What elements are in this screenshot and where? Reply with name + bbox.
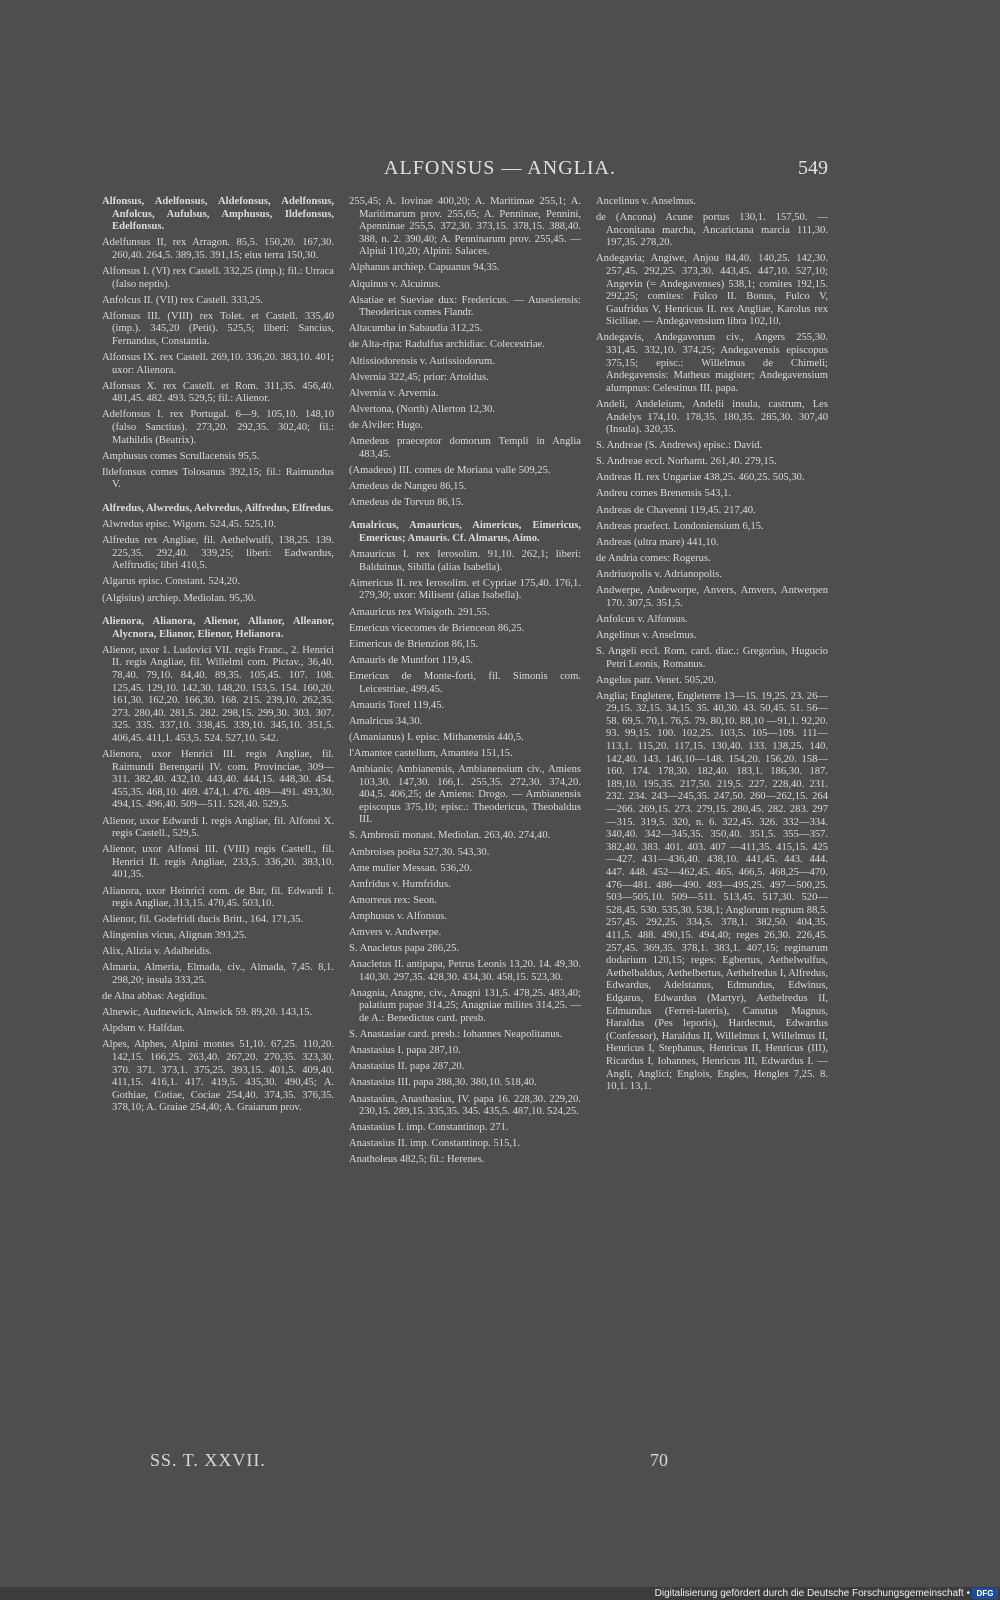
index-entry: S. Andreae (S. Andrews) episc.: David. xyxy=(596,440,763,452)
index-entry: Anastasius III. papa 288,30. 380,10. 518,40. xyxy=(349,1077,537,1089)
index-entry: (Amadeus) III. comes de Moriana valle 509,25. xyxy=(349,464,551,476)
index-entry: Ambroises poëta 527,30. 543,30. xyxy=(349,846,490,858)
index-entry: Ildefonsus comes Tolosanus 392,15; fil.: Raimundus V. xyxy=(102,466,334,491)
index-entry: Amalricus 34,30. xyxy=(349,715,423,727)
running-title: ALFONSUS — ANGLIA. xyxy=(384,157,616,179)
index-entry: Andreu comes Brenensis 543,1. xyxy=(596,488,732,500)
index-entry: Amphusus comes Scrullacensis 95,5. xyxy=(102,450,260,462)
index-entry: Alfonsus X. rex Castell. et Rom. 311,35. 456,40. 481,45. 482. 493. 529,5; fil.: Alienor. xyxy=(102,380,334,405)
index-entry: Alvernia v. Arvernia. xyxy=(349,387,439,399)
index-entry: S. Anacletus papa 286,25. xyxy=(349,943,460,955)
index-entry: Angelus patr. Venet. 505,20. xyxy=(596,674,717,686)
index-entry: Anacletus II. antipapa, Petrus Leonis 13,20. 14. 49,30. 140,30. 297,35. 428,30. 434,30. 458,15. 523,30. xyxy=(349,959,581,983)
index-entry: de Andria comes: Rogerus. xyxy=(596,552,711,564)
index-entry: Anastasius I. imp. Constantinop. 271. xyxy=(349,1122,509,1134)
index-entry: Amedeus praeceptor domorum Templi in Anglia 483,45. xyxy=(349,436,581,460)
index-entry: Amauris Torel 119,45. xyxy=(349,699,445,711)
index-entry: Anastasius II. imp. Constantinop. 515,1. xyxy=(349,1138,520,1150)
index-entry: Ambianis; Ambianensis, Ambianensium civ., Amiens 103,30. 147,30. 166,1. 255,35. 272,30. 374,20. 404,5. 406,25; de Amiens: Drogo. — Ambianensis episcopus 375,10; episc.: Theodericus, Theobaldus III. xyxy=(349,763,581,826)
index-group-heading: Amalricus, Amauricus, Aimericus, Eimericus, Emericus; Amauris. Cf. Almarus, Aimo. xyxy=(349,520,581,545)
index-entry: de Alna abbas: Aegidius. xyxy=(102,991,208,1003)
index-entry: l'Amantee castellum, Amantea 151,15. xyxy=(349,747,513,759)
sheet-number: 70 xyxy=(650,1450,668,1470)
index-entry: S. Ambrosii monast. Mediolan. 263,40. 274,40. xyxy=(349,830,551,842)
index-entry: Eimericus de Brienzion 86,15. xyxy=(349,638,479,650)
index-entry: Anastasius II. papa 287,20. xyxy=(349,1061,465,1073)
index-entry: Alfonsus IX. rex Castell. 269,10. 336,20. 383,10. 401; uxor: Alienora. xyxy=(102,352,334,376)
index-column-middle xyxy=(349,196,581,1171)
index-entry: Andegavis, Andegavorum civ., Angers 255,30. 331,45. 332,10. 374,25; Andegavensis episcopus 375,15; episc.: Willelmus de Chimeli; Andegavensis: Matheus magister; Andegavensium alumpnus: Celestinus III. papa. xyxy=(596,332,828,394)
index-entry: Alingenius vicus, Alignan 393,25. xyxy=(102,930,247,942)
index-entry: Alienor, uxor Alfonsi III. (VIII) regis Castell., fil. Henrici II. regis Angliae, 233,5. 336,20. 383,10. 401,35. xyxy=(102,844,334,881)
index-entry: Ame mulier Messan. 536,20. xyxy=(349,862,472,874)
index-entry: Amauris de Muntfort 119,45. xyxy=(349,654,474,666)
index-entry: de (Ancona) Acune portus 130,1. 157,50. — Anconitana marcha, Ancarictana marcia 111,30. 197,35. 278,20. xyxy=(596,212,828,249)
digitization-credit-bar xyxy=(0,1587,1000,1600)
index-group-heading: Alienora, Alianora, Alienor, Allanor, Alleanor, Alycnora, Elianor, Elienor, Helianora. xyxy=(102,616,334,640)
index-entry: S. Andreae eccl. Norhamt. 261,40. 279,15. xyxy=(596,456,777,468)
index-entry: Alquinus v. Alcuinus. xyxy=(349,278,441,290)
index-entry: Andeli, Andeleium, Andelii insula, castrum, Les Andelys 174,10. 178,35. 180,35. 285,30. 307,40 (Insula). 320,35. xyxy=(596,398,828,436)
index-entry: Alienor, uxor 1. Ludovici VII. regis Franc., 2. Henrici II. regis Angliae, fil. Willelmi com. Pictav., 36,40. 78,40. 79,10. 84,40. 89,35. 105,45. 107. 108. 125,45. 129,10. 142,30. 148,20. 153,5. 154. 160,20. 161,30. 162,20. 166,30. 168. 215. 239,10. 262,35. 273. 280,40. 281,5. 282. 298,15. 299,30. 303. 307. 325. 335. 337,10. 338,45. 339,10. 345,10. 351,5. 406,45. 411,1. 453,5. 524. 527,10. 542. xyxy=(102,644,334,744)
index-entry: Andreas de Chavenni 119,45. 217,40. xyxy=(596,504,756,516)
index-group-heading: Alfonsus, Adelfonsus, Aldefonsus, Adelfonsus, Anfolcus, Aufulsus, Amphusus, Ildefonsus, Edelfonsus. xyxy=(102,196,334,233)
index-entry: Alienor, fil. Godefridi ducis Britt., 164. 171,35. xyxy=(102,914,304,926)
index-entry: Emericus vicecomes de Brienceon 86,25. xyxy=(349,622,525,634)
index-entry: Alnewic, Audnewick, Alnwick 59. 89,20. 143,15. xyxy=(102,1007,313,1019)
index-entry: Alienora, uxor Henrici III. regis Angliae, fil. Raimundi Berengarii IV. com. Provinciae, 309—311. 382,40. 432,10. 443,40. 444,15. 448,30. 454. 455,35. 468,10. 469. 474,1. 476. 489—491. 493,30. 494,15. 496,40. 509—511. 528,40. 529,5. xyxy=(102,749,334,811)
signature-mark: SS. T. XXVII. xyxy=(150,1450,266,1470)
index-entry: Amedeus de Nangeu 86,15. xyxy=(349,480,467,492)
index-entry: Algarus episc. Constant. 524,20. xyxy=(102,576,240,588)
index-column-right xyxy=(596,196,828,1097)
index-entry: Amorreus rex: Seon. xyxy=(349,894,437,906)
index-entry: Alix, Alizia v. Adalheidis. xyxy=(102,946,212,958)
index-entry: Alsatiae et Sueviae dux: Fredericus. — Ausesiensis: Theodericus comes Flandr. xyxy=(349,294,581,319)
index-entry: Alpdsm v. Halfdan. xyxy=(102,1023,185,1035)
index-entry: Adelfonsus I. rex Portugal. 6—9. 105,10. 148,10 (falso Sanctius). 273,20. 292,35. 302,40; fil.: Mathildis (Beatrix). xyxy=(102,409,334,446)
index-entry: Amvers v. Andwerpe. xyxy=(349,927,442,938)
index-entry: Almaria, Almeria, Elmada, civ., Almada, 7,45. 8,1. 298,20; insula 333,25. xyxy=(102,962,334,987)
index-entry: Alwredus episc. Wigorn. 524,45. 525,10. xyxy=(102,519,277,531)
index-entry: Anastasius I. papa 287,10. xyxy=(349,1045,461,1057)
index-entry: Alfredus rex Angliae, fil. Aethelwulfi, 138,25. 139. 225,35. 292,40. 339,25; liberi: Eadwardus, Aelftrudis; libri 410,5. xyxy=(102,535,334,572)
index-entry: Anfolcus v. Alfonsus. xyxy=(596,613,688,625)
index-entry: de Alviler: Hugo. xyxy=(349,419,423,431)
index-entry: Alphanus archiep. Capuanus 94,35. xyxy=(349,262,500,274)
index-entry: Amphusus v. Alfonsus. xyxy=(349,910,448,922)
page-footer xyxy=(0,1450,1000,1474)
index-entry: Altacumba in Sabaudia 312,25. xyxy=(349,323,483,335)
index-entry: Anastasius, Anasthasius, IV. papa 16. 228,30. 229,20. 230,15. 289,15. 335,35. 345. 435,5. 487,10. 524,25. xyxy=(349,1093,581,1118)
index-entry: Amedeus de Torvun 86,15. xyxy=(349,496,464,508)
index-entry: (Amanianus) I. episc. Mithanensis 440,5. xyxy=(349,731,524,743)
index-entry: Anglia; Engletere, Engleterre 13—15. 19,25. 23. 26—29,15. 32,15. 34,15. 35. 40,30. 43. 50,45. 51. 56—58. 69,5. 70,1. 76,5. 79. 80,10. 88,10 —91,1. 92,20. 93. 99,15. 100. 102,25. 103,5. 105—109. 111—113,1. 115,20. 117,15. 130,40. 133. 138,25. 140. 142,40. 143. 146,10—148. 154,20. 156,20. 158—160. 174. 178,30. 182,40. 183,1. 186,30. 187. 189,10. 195,35. 217,50. 219,5. 227. 228,40. 231. 232. 234. 243—245,35. 247,50. 260—262,15. 264—266. 269,15. 273. 279,15. 280,45. 282. 283. 297—315. 319,5. 320, n. 6. 322,45. 326. 332—334. 340,40. 342—345,35. 350,40. 351,5. 355—357. 382,40. 383. 401. 403. 407 —411,35. 415,15. 425—427. 431—436,40. 438,10. 441,45. 443. 444. 447. 448. 452—462,45. 465. 466,5. 468,25—470. 476—481. 486—490. 493—495,25. 497—500,25. 503—505,10. 509—511. 513,45. 517,30. 520—528,45. 530. 535,30. 538,1; Anglorum regnum 88,5. 257,45. 292,25. 334,5. 378,1. 382,50. 404,35. 411,5. 488. 490,15. 494,40; reges 26,30. 226,45. 257,45. 369,35. 378,1. 383,1. 407,15; reginarum dodarium 120,15; reges: Egbertus, Aethelwulfus, Aethelbaldus, Aethelbertus, Aethelredus I, Alfredus, Edwardus, Adelstanus, Edmundus, Edwinus, Edgarus, Edwardus (Martyr), Aethelredus II, Edmundus (Ferrei-lateris), Canutus Magnus, Haraldus (Pes leporis), Hardecnut, Edwardus (Confessor), Haraldus II, Willelmus I, Willelmus II, Henricus I, Stephanus, Henricus II, Henricus (III), Ricardus I, Iohannes, Henricus III, Edwardus I. — Angli, Anglici; Englois, Engles, Hengles 7,25. 8. 10,1. 13,1. xyxy=(596,690,828,1093)
index-column-left xyxy=(102,196,334,1119)
index-entry: Alvertona, (North) Allerton 12,30. xyxy=(349,403,495,415)
index-entry: Angelinus v. Anselmus. xyxy=(596,629,697,641)
index-entry: S. Angeli eccl. Rom. card. diac.: Gregorius, Hugucio Petri Leonis, Romanus. xyxy=(596,645,828,670)
index-entry: Amfridus v. Humfridus. xyxy=(349,878,451,890)
index-entry: Alianora, uxor Heinrici com. de Bar, fil. Edwardi I. regis Angliae, 313,15. 470,45. 503,10. xyxy=(102,885,334,910)
index-entry: Anfolcus II. (VII) rex Castell. 333,25. xyxy=(102,294,263,306)
index-entry: S. Anastasiae card. presb.: Iohannes Neapolitanus. xyxy=(349,1029,563,1041)
index-entry: Alfonsus III. (VIII) rex Tolet. et Castell. 335,40 (imp.). 345,20 (Petit). 525,5; liberi: Sancius, Fernandus, Constantia. xyxy=(102,310,334,347)
index-entry: Aimericus II. rex Ierosolim. et Cypriae 175,40. 176,1. 279,30; uxor: Milisent (alias Isabella). xyxy=(349,577,581,602)
index-entry: Andriuopolis v. Adrianopolis. xyxy=(596,568,722,580)
page-number: 549 xyxy=(798,157,828,179)
index-entry: Andegavia; Angiwe, Anjou 84,40. 140,25. 142,30. 257,45. 292,25. 373,30. 443,45. 447,10. 527,10; Angevin (= Andegavenses) 538,1; comites 192,15. 292,25; comites: Fulco II. Bonus, Fulco V, Gaufridus V, Henricus II. rex Angliae, Karolus rex Siciliae. — Andegavensium libra 102,10. xyxy=(596,253,828,328)
index-group-heading: Alfredus, Alwredus, Aelvredus, Ailfredus, Elfredus. xyxy=(102,502,334,514)
index-entry: Altissiodorensis v. Autissiodorum. xyxy=(349,355,495,367)
index-entry: Amauricus I. rex Ierosolim. 91,10. 262,1; liberi: Balduinus, Sibilla (alias Isabella). xyxy=(349,549,581,573)
index-entry: de Alta-ripa: Radulfus archidiac. Colecestriae. xyxy=(349,339,545,351)
index-entry: Anatholeus 482,5; fil.: Herenes. xyxy=(349,1154,485,1166)
index-entry: Alpes, Alphes, Alpini montes 51,10. 67,25. 110,20. 142,15. 166,25. 263,40. 267,20. 270,35. 323,30. 370. 371. 373,1. 375,25. 393,15. 401,5. 409,40. 411,15. 416,1. 417. 419,5. 435,30. 490,45; A. Gothiae, Cotiae, Cociae 254,40. 374,35. 376,35. 378,10; A. Graiae 254,40; A. Graiarum prov. xyxy=(102,1039,334,1114)
index-entry: Emericus de Monte-forti, fil. Simonis com. Leicestriae, 499,45. xyxy=(349,670,581,695)
index-entry: Amauricus rex Wisigoth. 291,55. xyxy=(349,606,490,618)
index-entry: (Algisius) archiep. Mediolan. 95,30. xyxy=(102,592,256,604)
index-entry: Alienor, uxor Edwardi I. regis Angliae, fil. Alfonsi X. regis Castell., 529,5. xyxy=(102,815,334,840)
index-entry: Andreas II. rex Ungariae 438,25. 460,25. 505,30. xyxy=(596,472,805,484)
index-entry: Ancelinus v. Anselmus. xyxy=(596,196,696,207)
running-head xyxy=(0,157,1000,181)
index-entry: Adelfunsus II, rex Arragon. 85,5. 150,20. 167,30. 260,40. 264,5. 389,35. 391,15; eius terra 150,30. xyxy=(102,237,334,261)
digitization-credit: Digitalisierung gefördert durch die Deutsche Forschungsgemeinschaft • xyxy=(654,1588,970,1599)
index-entry: Andwerpe, Andeworpe, Anvers, Amvers, Antwerpen 170. 307,5. 351,5. xyxy=(596,585,828,609)
index-entry: Alvernia 322,45; prior: Artoldus. xyxy=(349,371,489,383)
index-entry: Anagnia, Anagne, civ., Anagni 131,5. 478,25. 483,40; palatium papae 314,25; Anagniae milites 314,25. — de A.: Benedictus card. presb. xyxy=(349,987,581,1025)
index-entry: Alfonsus I. (VI) rex Castell. 332,25 (imp.); fil.: Urraca (falso neptis). xyxy=(102,265,334,290)
index-entry: Andreas (ultra mare) 441,10. xyxy=(596,536,719,548)
index-entry: 255,45; A. Iovinae 400,20; A. Maritimae 255,1; A. Maritimarum prov. 255,65; A. Penninae, Pennini, Apenninae 255,5. 372,30. 373,15. 378,15. 388,40. 388, n. 2. 390,40; A. Penninarum prov. 255,45. — Alpiui 110,20; Alpini: Salaces. xyxy=(349,196,581,258)
index-entry: Andreas praefect. Londoniensium 6,15. xyxy=(596,520,764,532)
dfg-logo: DFG xyxy=(972,1588,998,1599)
